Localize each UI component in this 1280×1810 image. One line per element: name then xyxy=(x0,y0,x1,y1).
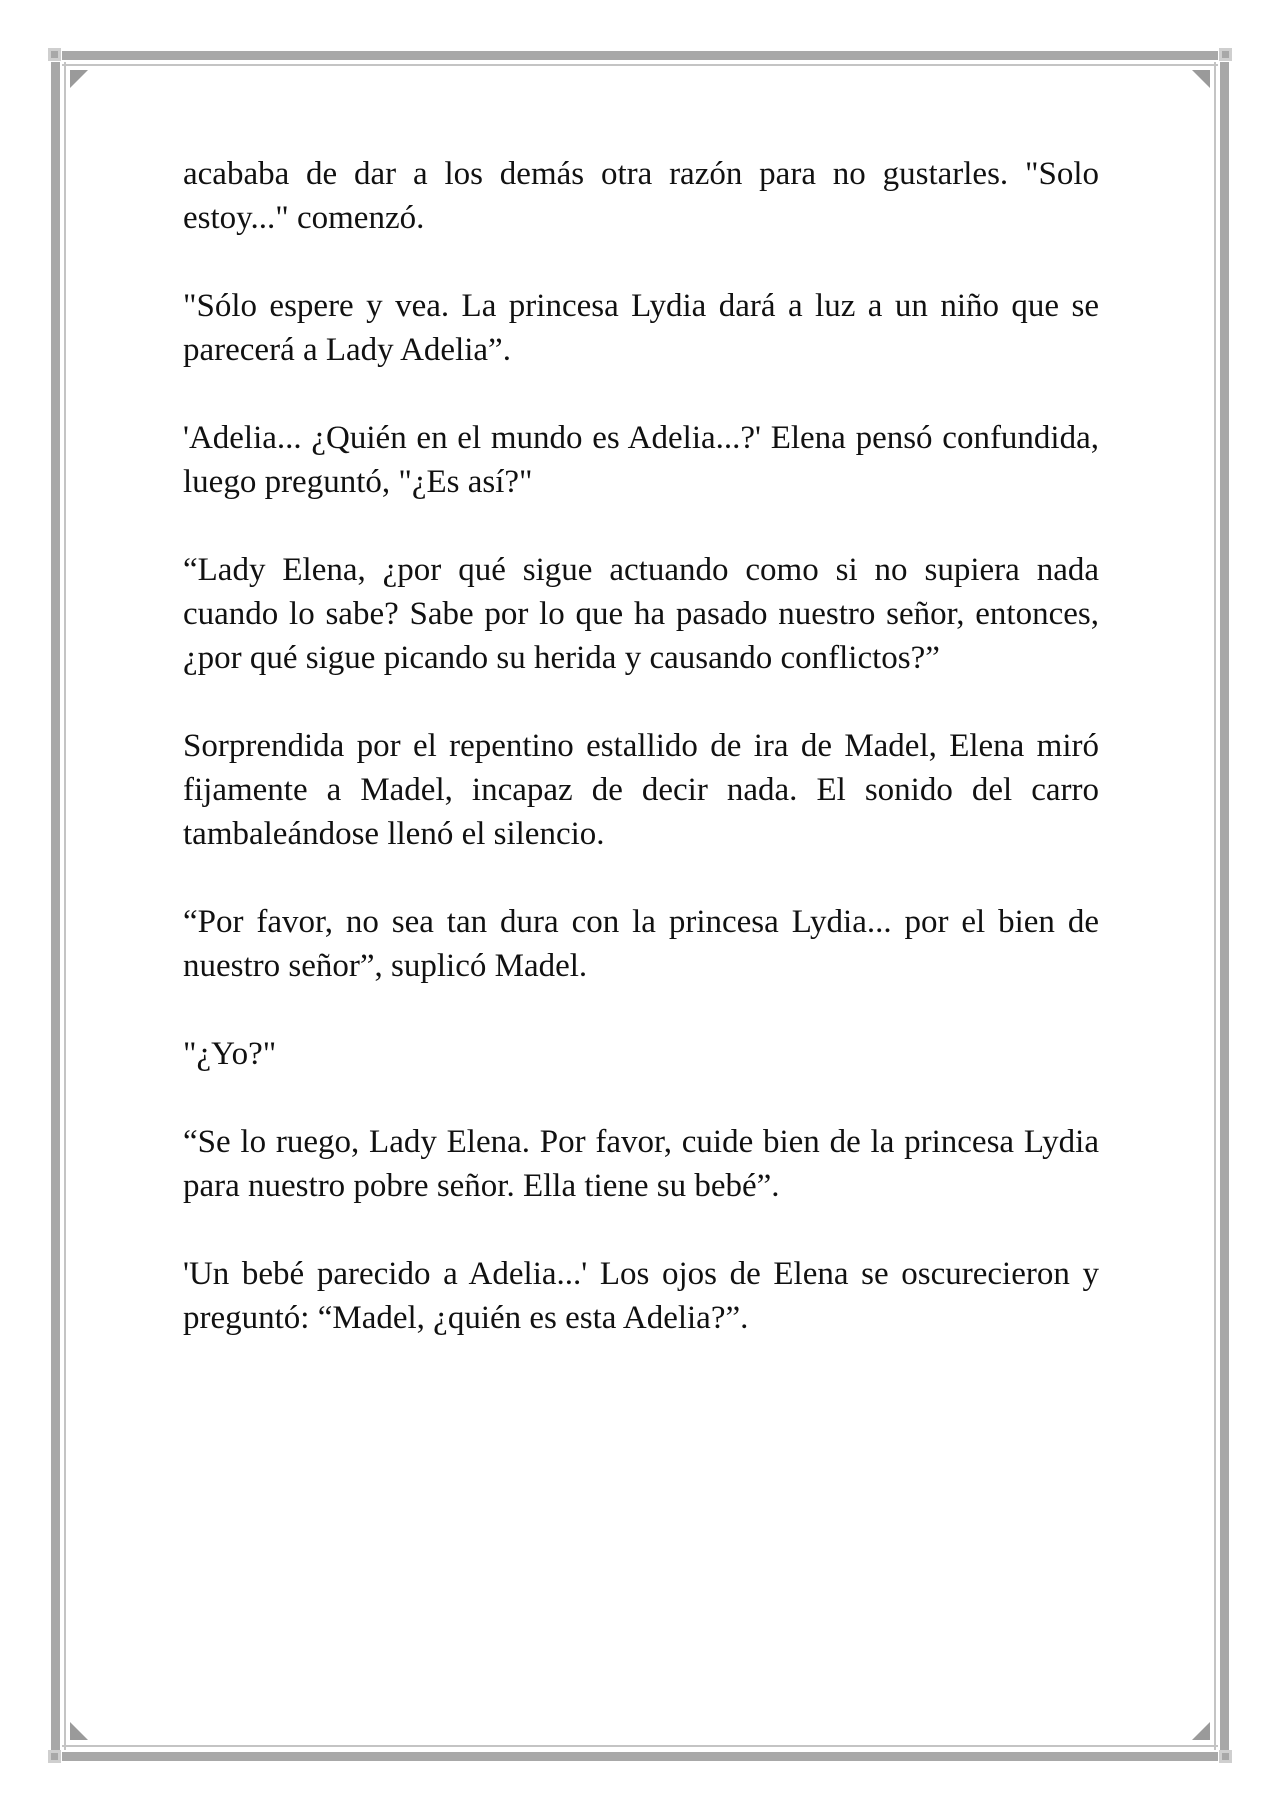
paragraph-2: "Sólo espere y vea. La princesa Lydia dará a luz a un niño que se parecerá a Lady Adelia”. xyxy=(183,288,1099,368)
corner-triangle-top-left xyxy=(70,70,88,88)
paragraph-4: “Lady Elena, ¿por qué sigue actuando como si no supiera nada cuando lo sabe? Sabe por lo que ha pasado nuestro señor, entonces, ¿por qué sigue picando su herida y causando conflictos?” xyxy=(183,552,1099,676)
frame-border-right xyxy=(1220,62,1229,1750)
paragraph-7: "¿Yo?" xyxy=(183,1036,277,1072)
frame-inner-line-bottom xyxy=(62,1745,1218,1747)
corner-square-top-left xyxy=(48,48,61,61)
corner-triangle-bottom-right xyxy=(1192,1722,1210,1740)
paragraph-8: “Se lo ruego, Lady Elena. Por favor, cuide bien de la princesa Lydia para nuestro pobre señor. Ella tiene su bebé”. xyxy=(183,1124,1099,1204)
frame-inner-line-left xyxy=(64,62,66,1750)
corner-triangle-bottom-left xyxy=(70,1722,88,1740)
corner-square-bottom-left xyxy=(48,1750,61,1763)
paragraph-1: acababa de dar a los demás otra razón para no gustarles. "Solo estoy..." comenzó. xyxy=(183,156,1099,236)
frame-inner-line-right xyxy=(1214,62,1216,1750)
frame-border-left xyxy=(51,62,60,1750)
corner-square-top-right xyxy=(1219,48,1232,61)
paragraph-3: 'Adelia... ¿Quién en el mundo es Adelia...?' Elena pensó confundida, luego preguntó, "¿Es así?" xyxy=(183,420,1099,500)
frame-inner-line-top xyxy=(62,64,1218,66)
frame-border-bottom xyxy=(62,1752,1218,1761)
paragraph-5: Sorprendida por el repentino estallido de ira de Madel, Elena miró fijamente a Madel, incapaz de decir nada. El sonido del carro tambaleándose llenó el silencio. xyxy=(183,728,1099,852)
corner-triangle-top-right xyxy=(1192,70,1210,88)
paragraph-6: “Por favor, no sea tan dura con la princesa Lydia... por el bien de nuestro señor”, suplicó Madel. xyxy=(183,904,1099,984)
paragraph-9: 'Un bebé parecido a Adelia...' Los ojos de Elena se oscurecieron y preguntó: “Madel, ¿quién es esta Adelia?”. xyxy=(183,1256,1099,1336)
frame-border-top xyxy=(62,51,1218,60)
corner-square-bottom-right xyxy=(1219,1750,1232,1763)
page-body xyxy=(183,152,1099,1384)
